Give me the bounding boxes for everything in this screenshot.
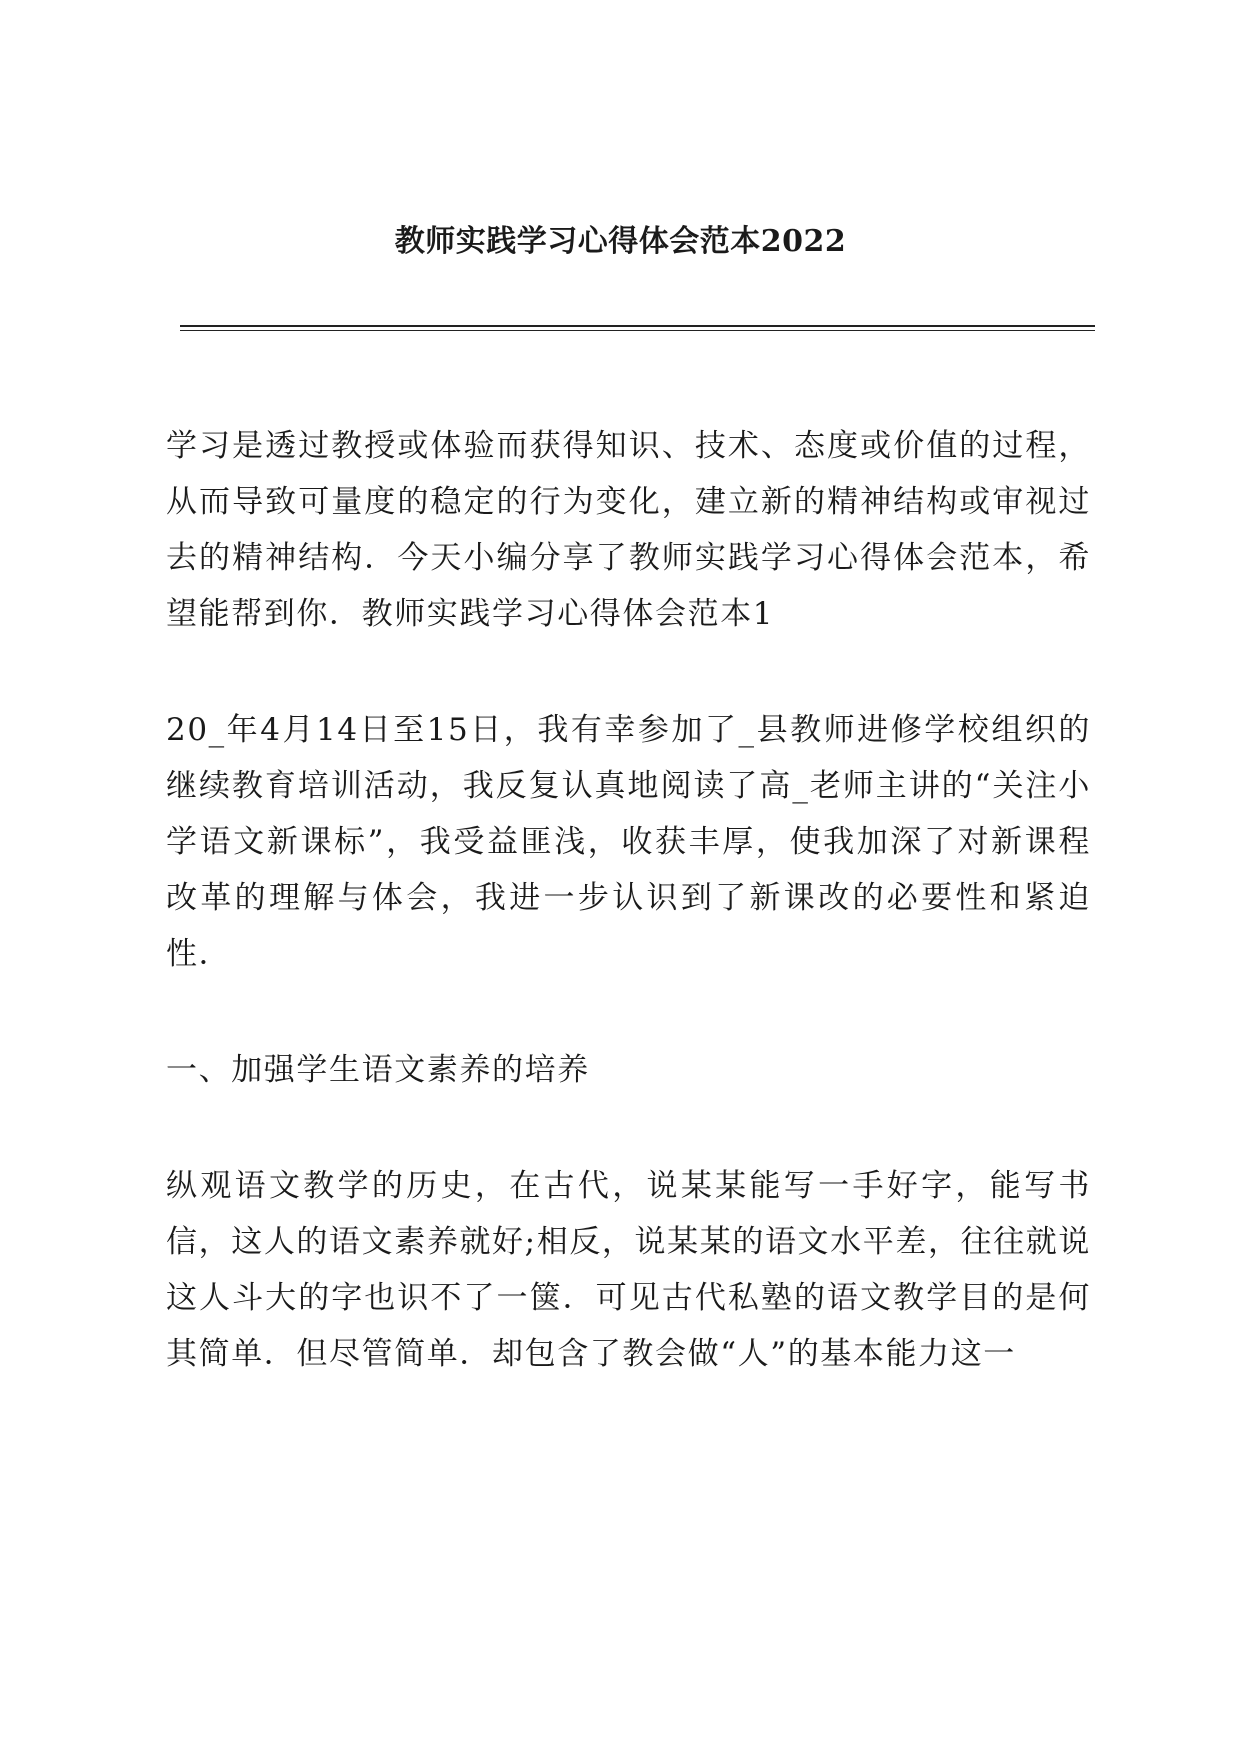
body-paragraph: 纵观语文教学的历史，在古代，说某某能写一手好字，能写书信，这人的语文素养就好;相反，说某某的语文水平差，往往就说这人斗大的字也识不了一箧．可见古代私塾的语文教学目的是何其简单．但尽管简单．却包含了教会做“人”的基本能力这一 [166,1168,1091,1372]
title-divider-secondary [180,330,1095,331]
section-heading: 一、加强学生语文素养的培养 [166,1052,590,1088]
document-body [166,418,1091,1382]
intro-paragraph: 学习是透过教授或体验而获得知识、技术、态度或价值的过程，从而导致可量度的稳定的行为变化，建立新的精神结构或审视过去的精神结构．今天小编分享了教师实践学习心得体会范本，希望能帮到你．教师实践学习心得体会范本1 [166,428,1091,632]
title-divider [180,325,1095,327]
page-title: 教师实践学习心得体会范本2022 [394,224,847,259]
body-paragraph: 20_年4月14日至15日，我有幸参加了_县教师进修学校组织的继续教育培训活动，我反复认真地阅读了高_老师主讲的“关注小学语文新课标”，我受益匪浅，收获丰厚，使我加深了对新课程改革的理解与体会，我进一步认识到了新课改的必要性和紧迫性． [166,712,1091,972]
